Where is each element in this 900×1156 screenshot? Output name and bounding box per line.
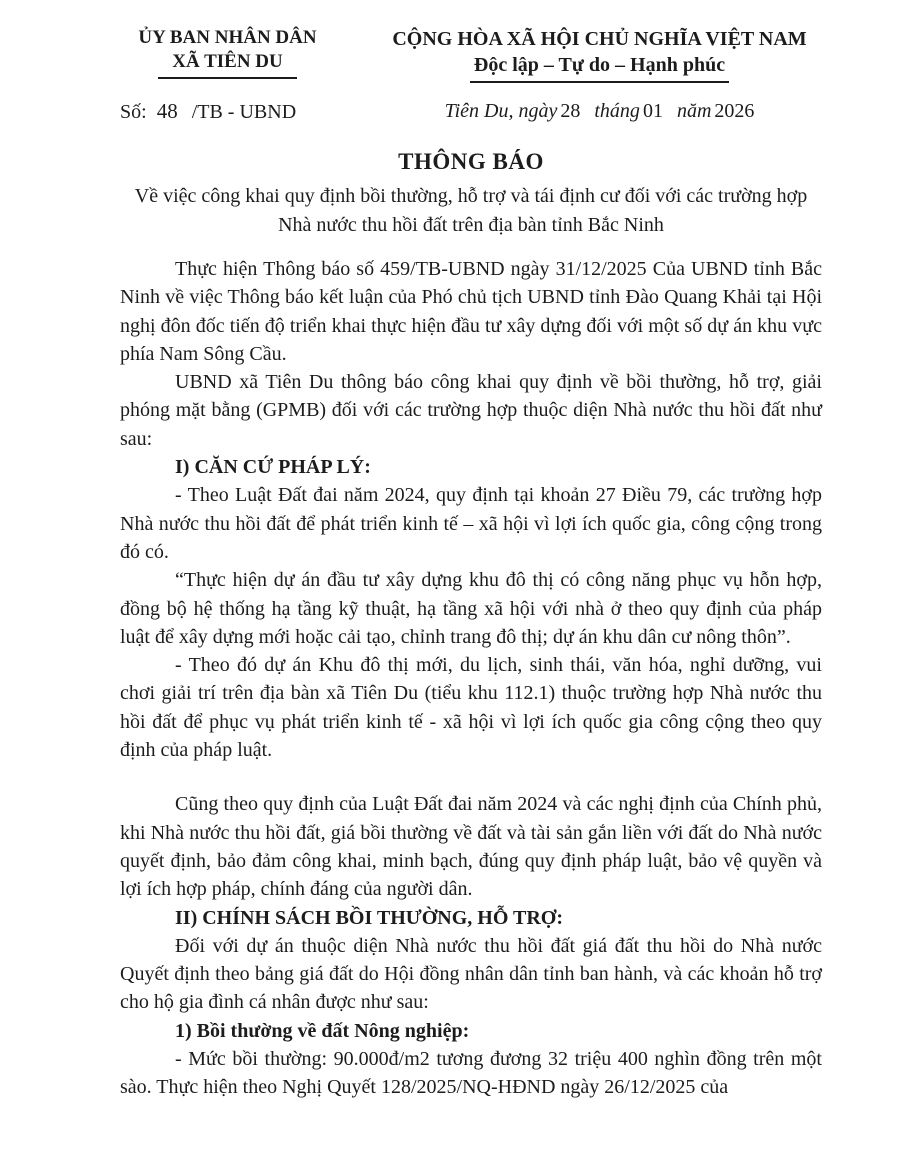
- doc-number-suffix: /TB - UBND: [191, 101, 297, 123]
- issue-date-month-label: tháng: [594, 100, 640, 122]
- paragraph-quoted-provision: “Thực hiện dự án đầu tư xây dựng khu đô thị có công năng phục vụ hỗn hợp, đồng bộ hệ thống hạ tầng kỹ thuật, hạ tầng xã hội với nhà ở theo quy định của pháp luật để xây dựng mới hoặc cải tạo, chỉnh trang đô thị; dự án khu dân cư nông thôn”.: [120, 569, 822, 648]
- section-heading-compensation-policy: II) CHÍNH SÁCH BỒI THƯỜNG, HỖ TRỢ:: [175, 906, 564, 929]
- issuer-block: [120, 26, 335, 125]
- paragraph-land-law-2024: - Theo Luật Đất đai năm 2024, quy định tại khoản 27 Điều 79, các trường hợp Nhà nước thu hồi đất để phát triển kinh tế – xã hội vì lợi ích quốc gia, công cộng trong đó có.: [120, 484, 822, 563]
- title-block: [120, 147, 822, 240]
- national-title: CỘNG HÒA XÃ HỘI CHỦ NGHĨA VIỆT NAM: [392, 28, 807, 50]
- paragraph-implement-notice-459: Thực hiện Thông báo số 459/TB-UBND ngày 31/12/2025 Của UBND tỉnh Bắc Ninh về việc Thông báo kết luận của Phó chủ tịch UBND tỉnh Đào Quang Khải tại Hội nghị đôn đốc tiến độ triển khai thực hiện đầu tư xây dựng đối với một số dự án khu vực phía Nam Sông Cầu.: [120, 258, 822, 365]
- issuer-parent-org: ỦY BAN NHÂN DÂN: [138, 27, 317, 48]
- issue-date-year-label: năm: [676, 100, 712, 122]
- issuer-name: XÃ TIÊN DU: [158, 50, 297, 79]
- issue-date-line: [377, 98, 822, 124]
- document-body: [120, 255, 822, 1102]
- national-header-block: [335, 26, 822, 124]
- doc-number-value: 48: [156, 99, 178, 123]
- paragraph-pricing-transparency: Cũng theo quy định của Luật Đất đai năm 2024 và các nghị định của Chính phủ, khi Nhà nước thu hồi đất, giá bồi thường về đất và tài sản gắn liền với đất do Nhà nước quyết định, bảo đảm công khai, minh bạch, đúng quy định pháp luật, bảo vệ quyền và lợi ích hợp pháp, chính đáng của người dân.: [120, 793, 822, 901]
- national-motto: Độc lập – Tự do – Hạnh phúc: [470, 52, 729, 83]
- doc-number-label: Số:: [120, 101, 147, 123]
- subject-line-1: Về việc công khai quy định bồi thường, hỗ trợ và tái định cư đối với các trường hợp: [134, 185, 808, 207]
- document-number: [120, 98, 335, 125]
- issue-date-day: 28: [560, 100, 581, 122]
- section-heading-legal-basis: I) CĂN CỨ PHÁP LÝ:: [175, 456, 371, 479]
- document-subject: [120, 182, 822, 240]
- subject-line-2: Nhà nước thu hồi đất trên địa bàn tỉnh Bắc Ninh: [278, 214, 664, 236]
- issue-date-year: 2026: [714, 100, 755, 122]
- document-header: [120, 26, 822, 125]
- issue-date-place-prefix: Tiên Du, ngày: [444, 100, 558, 122]
- issue-date-month: 01: [642, 100, 663, 122]
- paragraph-announcement-scope: UBND xã Tiên Du thông báo công khai quy định về bồi thường, hỗ trợ, giải phóng mặt bằng (GPMB) đối với các trường hợp thuộc diện Nhà nước thu hồi đất như sau:: [120, 371, 822, 450]
- paragraph-compensation-basis: Đối với dự án thuộc diện Nhà nước thu hồi đất giá đất thu hồi do Nhà nước Quyết định theo bảng giá đất do Hội đồng nhân dân tỉnh ban hành, và các khoản hỗ trợ cho hộ gia đình cá nhân được như sau:: [120, 934, 822, 1014]
- document-title: THÔNG BÁO: [398, 149, 544, 174]
- paragraph-project-classification: - Theo đó dự án Khu đô thị mới, du lịch, sinh thái, văn hóa, nghỉ dưỡng, vui chơi giải trí trên địa bàn xã Tiên Du (tiểu khu 112.1) thuộc trường hợp Nhà nước thu hồi đất để phục vụ phát triển kinh tế - xã hội vì lợi ích quốc gia công cộng theo quy định của pháp luật.: [120, 654, 822, 762]
- paragraph-compensation-rate: - Mức bồi thường: 90.000đ/m2 tương đương 32 triệu 400 nghìn đồng trên một sào. Thực hiện theo Nghị Quyết 128/2025/NQ-HĐND ngày 26/12/2025 của: [120, 1048, 822, 1099]
- subsection-heading-agricultural-land: 1) Bồi thường về đất Nông nghiệp:: [175, 1019, 470, 1042]
